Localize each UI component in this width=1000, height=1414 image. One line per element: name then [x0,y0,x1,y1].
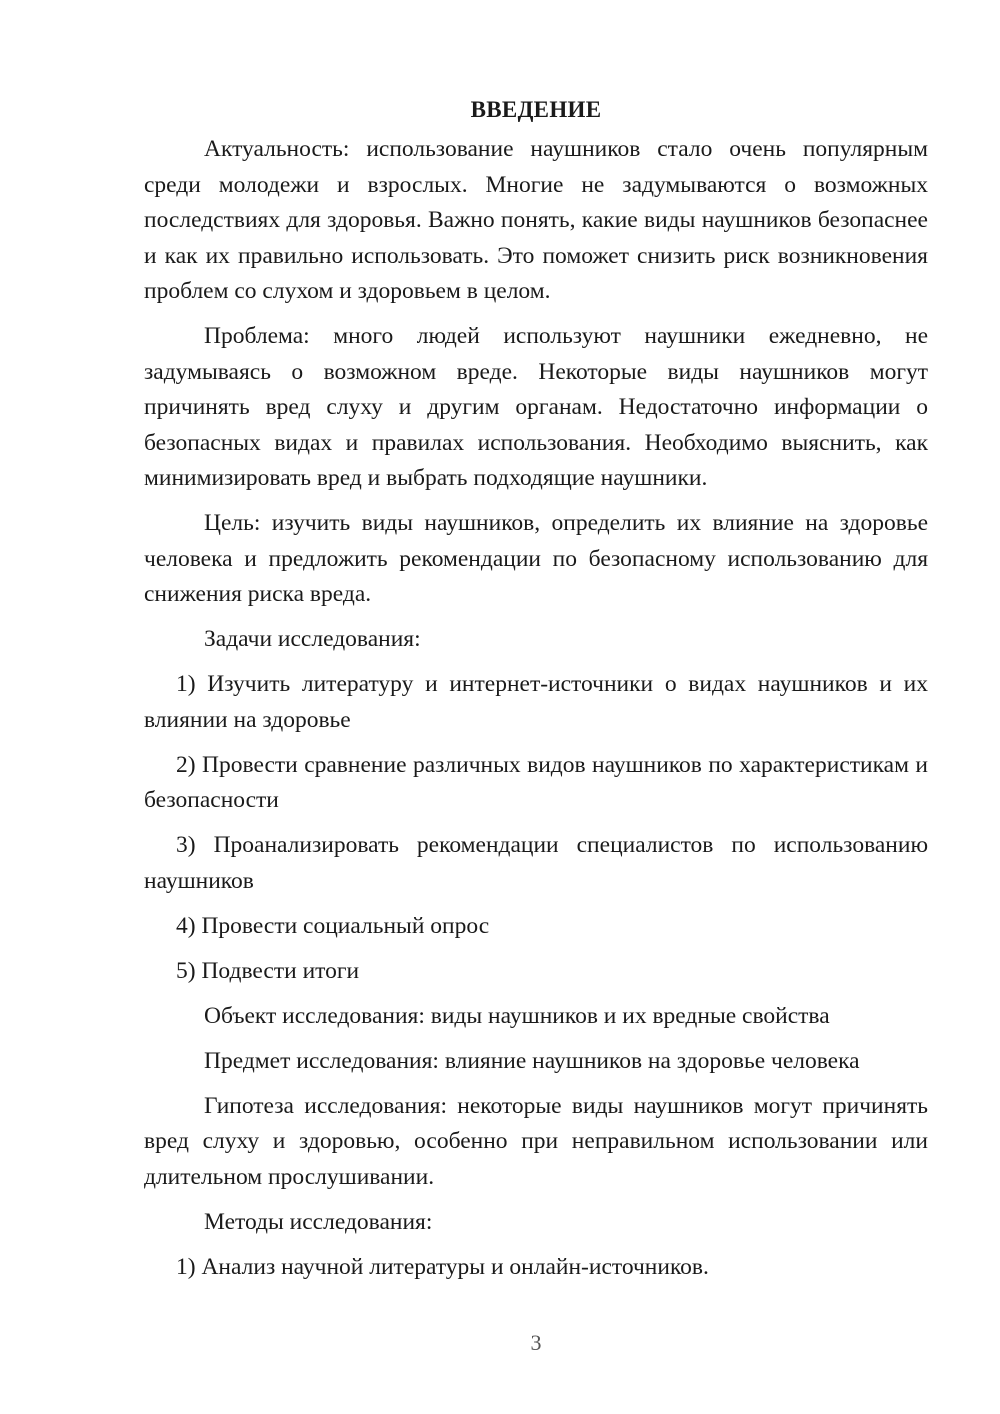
goal-paragraph: Цель: изучить виды наушников, определить их влияние на здоровье человека и предложить рекомендации по безопасному использованию для снижения риска вреда. [144,510,928,607]
section-title: ВВЕДЕНИЕ [470,97,602,122]
task-item-2: 2) Провести сравнение различных видов наушников по характеристикам и безопасности [144,751,928,813]
subject-paragraph: Предмет исследования: влияние наушников на здоровье человека [204,1047,860,1074]
object-paragraph: Объект исследования: виды наушников и их вредные свойства [204,1002,830,1029]
hypothesis-paragraph: Гипотеза исследования: некоторые виды наушников могут причинять вред слуху и здоровью, особенно при неправильном использовании или длительном прослушивании. [144,1092,928,1190]
page-number: 3 [530,1330,542,1355]
task-item-1: 1) Изучить литературу и интернет-источники о видах наушников и их влиянии на здоровье [144,671,928,733]
document-page [144,92,928,1285]
method-item-1: 1) Анализ научной литературы и онлайн-источников. [176,1253,709,1280]
tasks-heading: Задачи исследования: [204,626,421,652]
methods-heading: Методы исследования: [204,1208,433,1235]
problem-paragraph: Проблема: много людей используют наушники ежедневно, не задумываясь о возможном вреде. Некоторые виды наушников могут причинять вред слуху и другим органам. Недостаточно информации о безопасных видах и правилах использования. Необходимо выяснить, как минимизировать вред и выбрать подходящие наушники. [144,323,928,491]
task-item-4: 4) Провести социальный опрос [176,912,490,939]
relevance-paragraph: Актуальность: использование наушников стало очень популярным среди молодежи и взрослых. Многие не задумываются о возможных последствиях для здоровья. Важно понять, какие виды наушников безопаснее и как их правильно использовать. Это поможет снизить риск возникновения проблем со слухом и здоровьем в целом. [144,136,928,304]
task-item-3: 3) Проанализировать рекомендации специалистов по использованию наушников [144,832,928,894]
task-item-5: 5) Подвести итоги [176,957,360,984]
